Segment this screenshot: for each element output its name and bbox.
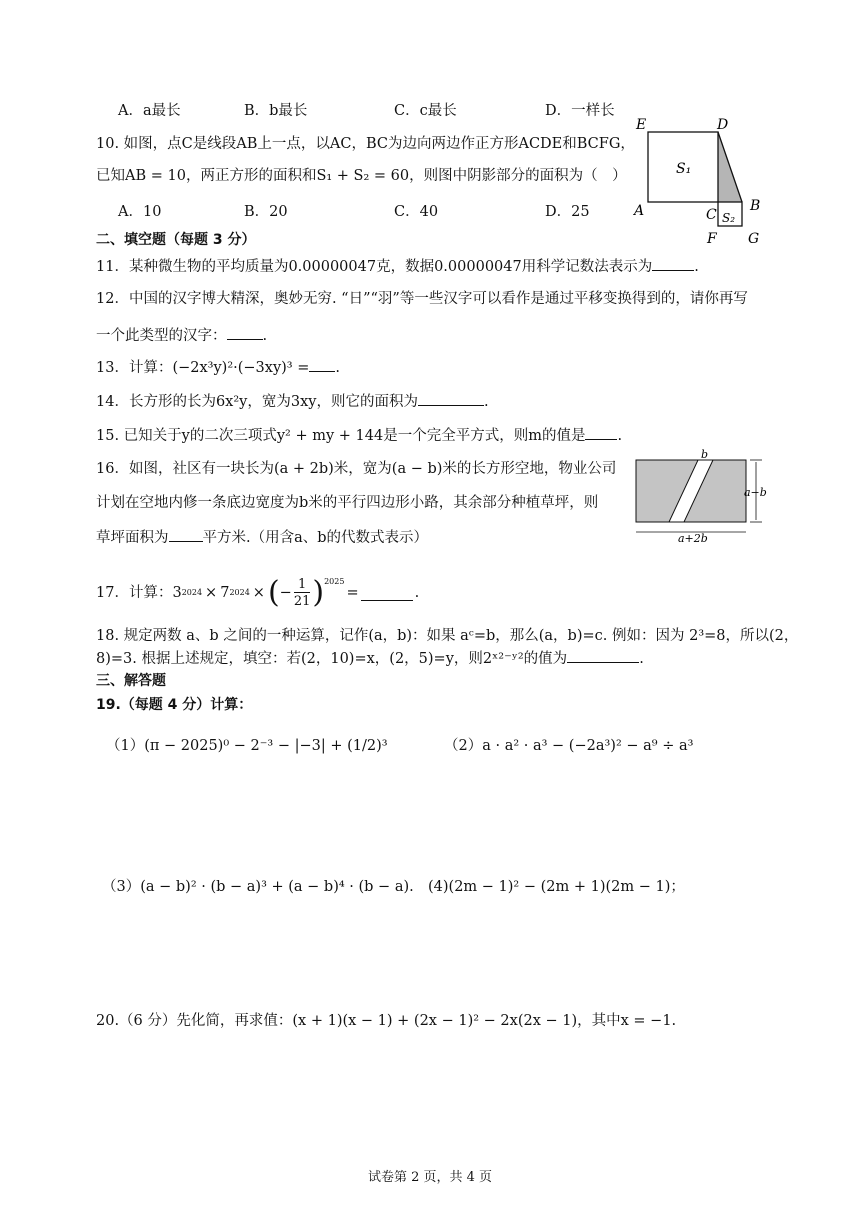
label-a: A bbox=[634, 203, 645, 219]
q12-line2-text: 一个此类型的汉字： bbox=[96, 328, 227, 344]
q17-frac-den: 21 bbox=[293, 594, 311, 609]
page-footer: 试卷第 2 页，共 4 页 bbox=[367, 1170, 493, 1185]
q10-line1: 10. 如图，点C是线段AB上一点，以AC，BC为边向两边作正方形ACDE和BCFG， bbox=[96, 136, 635, 152]
q13: 13．计算：(−2x³y)²·(−3xy)³ = . bbox=[96, 357, 340, 378]
q17-exp1: 2024 bbox=[181, 588, 203, 597]
q11: 11．某种微生物的平均质量为0.00000047克，数据0.00000047用科学记数法表示为 . bbox=[96, 256, 699, 277]
label-d: D bbox=[717, 117, 729, 133]
q17-base1: 3 bbox=[172, 585, 182, 601]
q14: 14．长方形的长为6x²y，宽为3xy，则它的面积为 . bbox=[96, 391, 489, 412]
q16-figure bbox=[628, 448, 778, 544]
q10-option-a: A．10 bbox=[118, 204, 162, 220]
q16-blank bbox=[169, 527, 203, 542]
q18-line2-text: 8)=3. 根据上述规定，填空：若(2，10)=x，(2，5)=y，则2ˣ²⁻ʸ²的值为 bbox=[96, 651, 568, 667]
q12-line2: 一个此类型的汉字： . bbox=[96, 325, 267, 346]
q18-line1: 18. 规定两数 a、b 之间的一种运算，记作(a，b)：如果 aᶜ=b，那么(a，b)=c. 例如：因为 2³=8，所以(2， bbox=[96, 628, 799, 644]
q16-line1: 16．如图，社区有一块长为(a + 2b)米，宽为(a − b)米的长方形空地，物业公司 bbox=[96, 461, 617, 477]
q10-option-d: D．25 bbox=[545, 204, 590, 220]
q19-part4: (4)(2m − 1)² − (2m + 1)(2m − 1)； bbox=[428, 879, 685, 895]
label-b: B bbox=[750, 198, 761, 214]
label-s1: S₁ bbox=[676, 161, 692, 177]
q15-blank bbox=[585, 425, 617, 440]
q15-text: 15. 已知关于y的二次三项式y² + my + 144是一个完全平方式，则m的值是 bbox=[96, 428, 586, 444]
label-c: C bbox=[706, 207, 717, 223]
q12-blank bbox=[227, 325, 263, 340]
q10-line2: 已知AB = 10，两正方形的面积和S₁ + S₂ = 60，则图中阴影部分的面积为（ ） bbox=[96, 168, 627, 184]
label-a-plus-2b: a+2b bbox=[678, 532, 708, 544]
label-a-minus-b: a−b bbox=[744, 486, 767, 499]
q12-line1: 12．中国的汉字博大精深，奥妙无穷. “日”“羽”等一些汉字可以看作是通过平移变换得到的，请你再写 bbox=[96, 291, 748, 307]
q19-part1: （1）(π − 2025)⁰ − 2⁻³ − |−3| + (1/2)³ bbox=[106, 738, 388, 754]
label-s2: S₂ bbox=[722, 211, 736, 225]
q17-prefix: 17．计算： bbox=[96, 585, 173, 601]
section2-title: 二、填空题（每题 3 分） bbox=[96, 232, 256, 248]
q20: 20.（6 分）先化简，再求值：(x + 1)(x − 1) + (2x − 1)² − 2x(2x − 1)，其中x = −1. bbox=[96, 1013, 677, 1029]
q13-text: 13．计算：(−2x³y)²·(−3xy)³ = bbox=[96, 360, 310, 376]
q19-part2: （2）a · a² · a³ − (−2a³)² − a⁹ ÷ a³ bbox=[444, 738, 694, 754]
q17: 17．计算： 3 2024 × 7 2024 × ( − $\frac{1}{21}$ ) $^{2025}$ = . bbox=[96, 572, 419, 614]
q11-blank bbox=[652, 256, 694, 271]
q17-blank bbox=[361, 586, 413, 601]
label-e: E bbox=[636, 117, 647, 133]
q18-blank bbox=[567, 648, 639, 663]
q9-option-b: B．b最长 bbox=[244, 103, 308, 119]
section3-title: 三、解答题 bbox=[96, 673, 166, 689]
q14-text: 14．长方形的长为6x²y，宽为3xy，则它的面积为 bbox=[96, 394, 418, 410]
q10-figure bbox=[630, 112, 770, 252]
q17-exp3: 2025 bbox=[324, 577, 345, 586]
label-f: F bbox=[707, 231, 717, 247]
q10-option-b: B．20 bbox=[244, 204, 288, 220]
q9-option-a: A．a最长 bbox=[118, 103, 181, 119]
q16-line3 bbox=[96, 527, 428, 548]
q15: 15. 已知关于y的二次三项式y² + my + 144是一个完全平方式，则m的值是 . bbox=[96, 425, 622, 446]
q9-option-c: C．c最长 bbox=[394, 103, 457, 119]
q19-title: 19.（每题 4 分）计算： bbox=[96, 697, 253, 713]
q17-exp2: 2024 bbox=[229, 588, 250, 597]
q17-base2: 7 bbox=[220, 585, 230, 601]
q16-line3a: 草坪面积为 bbox=[96, 530, 169, 546]
label-b-top: b bbox=[701, 448, 709, 461]
q11-text: 11．某种微生物的平均质量为0.00000047克，数据0.00000047用科学记数法表示为 bbox=[96, 259, 653, 275]
q18-line2: 8)=3. 根据上述规定，填空：若(2，10)=x，(2，5)=y，则2ˣ²⁻ʸ²的值为 . bbox=[96, 648, 644, 669]
q19-part3: （3）(a − b)² · (b − a)³ + (a − b)⁴ · (b − a). bbox=[102, 879, 414, 895]
q17-frac-num: 1 bbox=[297, 577, 307, 592]
q17-fraction bbox=[294, 577, 311, 609]
q14-blank bbox=[418, 391, 484, 406]
q16-line3b: 平方米.（用含a、b的代数式表示） bbox=[202, 530, 429, 546]
q13-blank bbox=[309, 357, 335, 372]
q10-option-c: C．40 bbox=[394, 204, 439, 220]
q16-line2: 计划在空地内修一条底边宽度为b米的平行四边形小路，其余部分种植草坪，则 bbox=[96, 495, 599, 511]
label-g: G bbox=[748, 231, 760, 247]
q9-option-d: D．一样长 bbox=[545, 103, 615, 119]
